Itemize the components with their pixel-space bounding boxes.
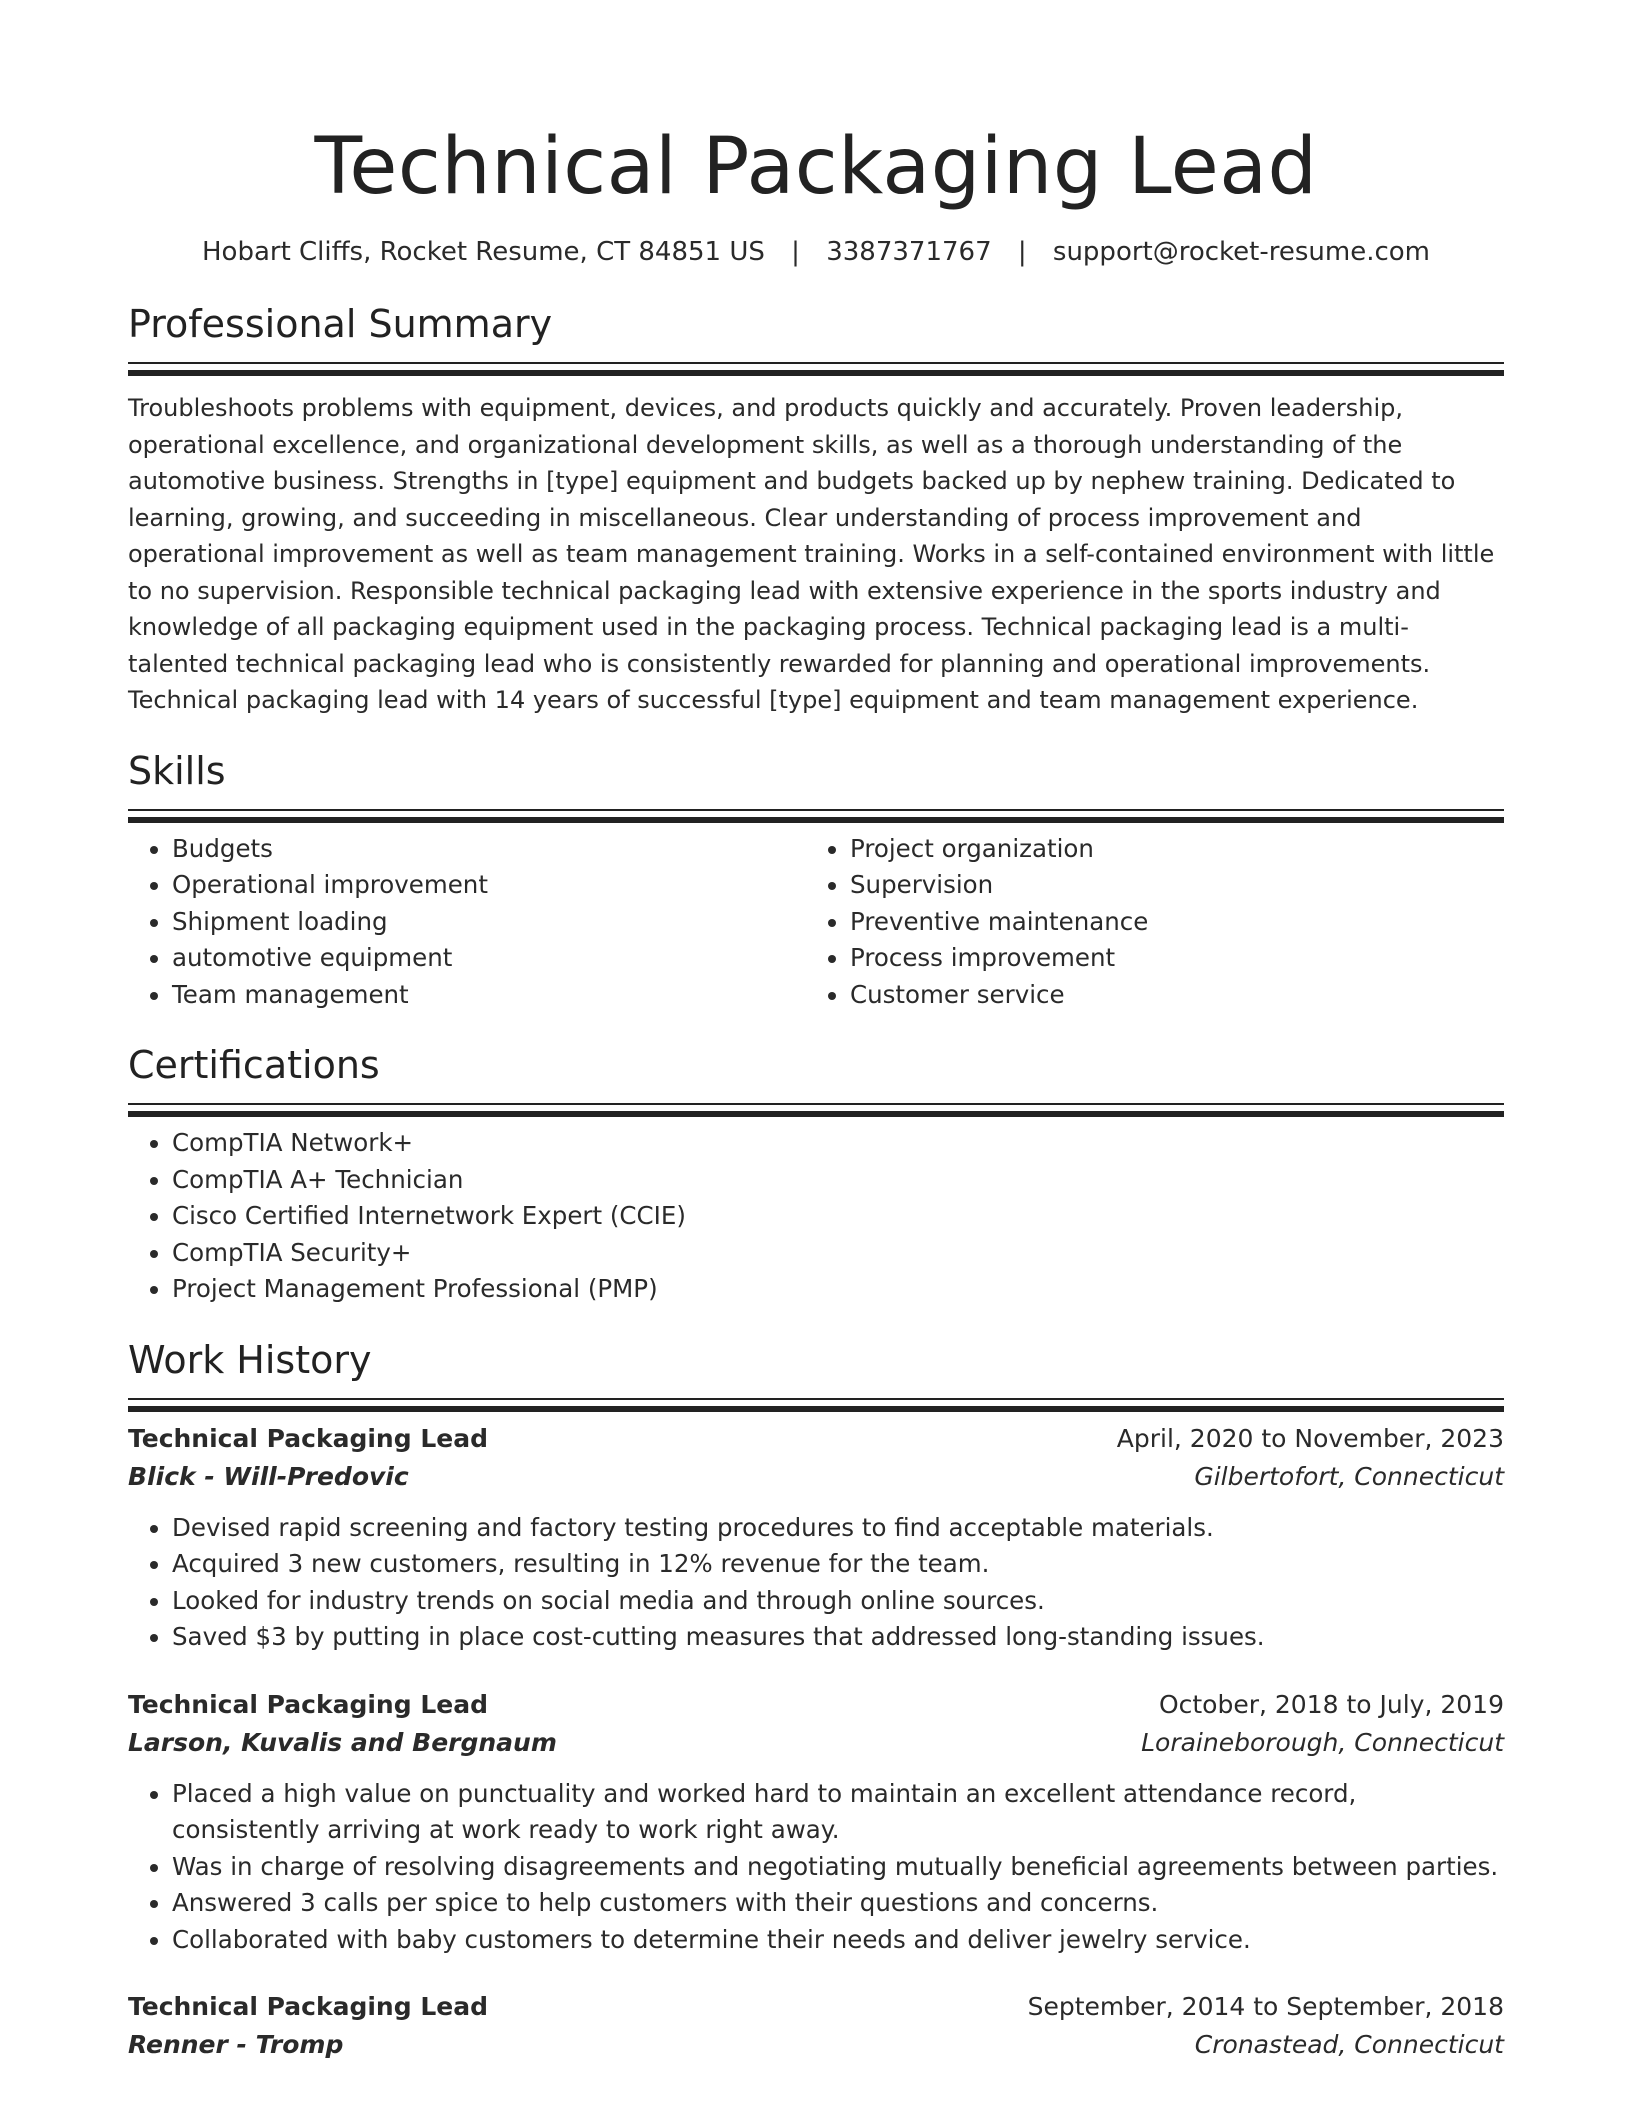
job-entry (128, 1686, 1504, 1959)
summary-section (128, 300, 1504, 719)
skill-item: • Supervision (850, 867, 1484, 904)
section-title-work-history: Work History (128, 1337, 372, 1382)
job-bullet: • Was in charge of resolving disagreements and negotiating mutually beneficial agreements between parties. (172, 1849, 1504, 1886)
section-divider (128, 362, 1504, 368)
resume-name: Technical Packaging Lead (314, 122, 1318, 212)
section-divider (128, 1398, 1504, 1404)
job-title: Technical Packaging Lead (128, 1423, 488, 1453)
work-history-section (128, 1336, 1504, 2065)
skills-column-left (128, 831, 806, 1014)
job-bullet: • Looked for industry trends on social media and through online sources. (172, 1583, 1504, 1620)
section-divider (128, 809, 1504, 815)
job-location: Loraineborough, Connecticut (1141, 1727, 1504, 1757)
skill-item: • Shipment loading (172, 904, 806, 941)
job-dates: September, 2014 to September, 2018 (1027, 1992, 1504, 2021)
skills-list (128, 831, 1504, 1014)
contact-line (128, 234, 1504, 270)
job-entry (128, 1988, 1504, 2064)
job-title: Technical Packaging Lead (128, 1992, 488, 2021)
skill-item: • Budgets (172, 831, 806, 868)
section-divider (128, 1103, 1504, 1109)
job-company: Larson, Kuvalis and Bergnaum (128, 1727, 557, 1757)
section-title-skills: Skills (128, 748, 226, 793)
job-bullet: • Saved $3 by putting in place cost-cutting measures that addressed long-standing issues. (172, 1619, 1504, 1656)
skill-item: • Team management (172, 977, 806, 1014)
job-bullets (128, 1776, 1504, 1959)
skill-item: • Project organization (850, 831, 1484, 868)
skill-item: • Customer service (850, 977, 1484, 1014)
skill-item: • Preventive maintenance (850, 904, 1484, 941)
certifications-section (128, 1041, 1504, 1308)
job-bullets (128, 1510, 1504, 1656)
resume-page (128, 118, 1504, 2064)
section-title-summary: Professional Summary (128, 302, 553, 346)
job-bullet: • Answered 3 calls per spice to help customers with their questions and concerns. (172, 1885, 1504, 1922)
job-title: Technical Packaging Lead (128, 1689, 488, 1719)
skill-item: • automotive equipment (172, 940, 806, 977)
job-location: Gilbertofort, Connecticut (1194, 1461, 1504, 1491)
job-dates: April, 2020 to November, 2023 (1116, 1423, 1504, 1453)
certification-item: • CompTIA A+ Technician (172, 1162, 1504, 1199)
certification-item: • Project Management Professional (PMP) (172, 1271, 1504, 1308)
contact-address: Hobart Cliffs, Rocket Resume, CT 84851 US (201, 237, 765, 267)
job-dates: October, 2018 to July, 2019 (1158, 1689, 1504, 1719)
skills-column-right (806, 831, 1484, 1014)
job-location: Cronastead, Connecticut (1194, 2030, 1504, 2059)
certification-item: • Cisco Certified Internetwork Expert (CCIE) (172, 1198, 1504, 1235)
summary-text: Troubleshoots problems with equipment, devices, and products quickly and accurately. Proven leadership, operational excellence, and organizational development skills, as well as a thorough understanding of the automotive business. Strengths in [type] equipment and budgets backed up by nephew training. Dedicated to learning, growing, and succeeding in miscellaneous. Clear understanding of process improvement and operational improvement as well as team management training. Works in a self-contained environment with little to no supervision. Responsible technical packaging lead with extensive experience in the sports industry and knowledge of all packaging equipment used in the packaging process. Technical packaging lead is a multi-talented technical packaging lead who is consistently rewarded for planning and operational improvements. Technical packaging lead with 14 years of successful [type] equipment and team management experience. (128, 394, 1495, 714)
contact-separator: | (791, 237, 800, 267)
contact-email: support@rocket-resume.com (1052, 237, 1431, 267)
job-company: Blick - Will-Predovic (128, 1461, 409, 1491)
job-company: Renner - Tromp (128, 2030, 344, 2059)
contact-phone: 3387371767 (826, 237, 992, 267)
certification-item: • CompTIA Network+ (172, 1125, 1504, 1162)
job-entry (128, 1420, 1504, 1656)
skill-item: • Process improvement (850, 940, 1484, 977)
job-bullet: • Collaborated with baby customers to determine their needs and deliver jewelry service. (172, 1922, 1504, 1959)
section-title-certifications: Certifications (128, 1043, 380, 1087)
certifications-list (128, 1125, 1504, 1308)
contact-separator: | (1017, 237, 1027, 267)
skill-item: • Operational improvement (172, 867, 806, 904)
job-bullet: • Acquired 3 new customers, resulting in 12% revenue for the team. (172, 1546, 1504, 1583)
job-bullet: • Devised rapid screening and factory testing procedures to find acceptable materials. (172, 1510, 1504, 1547)
skills-section (128, 747, 1504, 1014)
certification-item: • CompTIA Security+ (172, 1235, 1504, 1272)
job-bullet: • Placed a high value on punctuality and worked hard to maintain an excellent attendance record, consistently arriving at work ready to work right away. (172, 1776, 1504, 1849)
